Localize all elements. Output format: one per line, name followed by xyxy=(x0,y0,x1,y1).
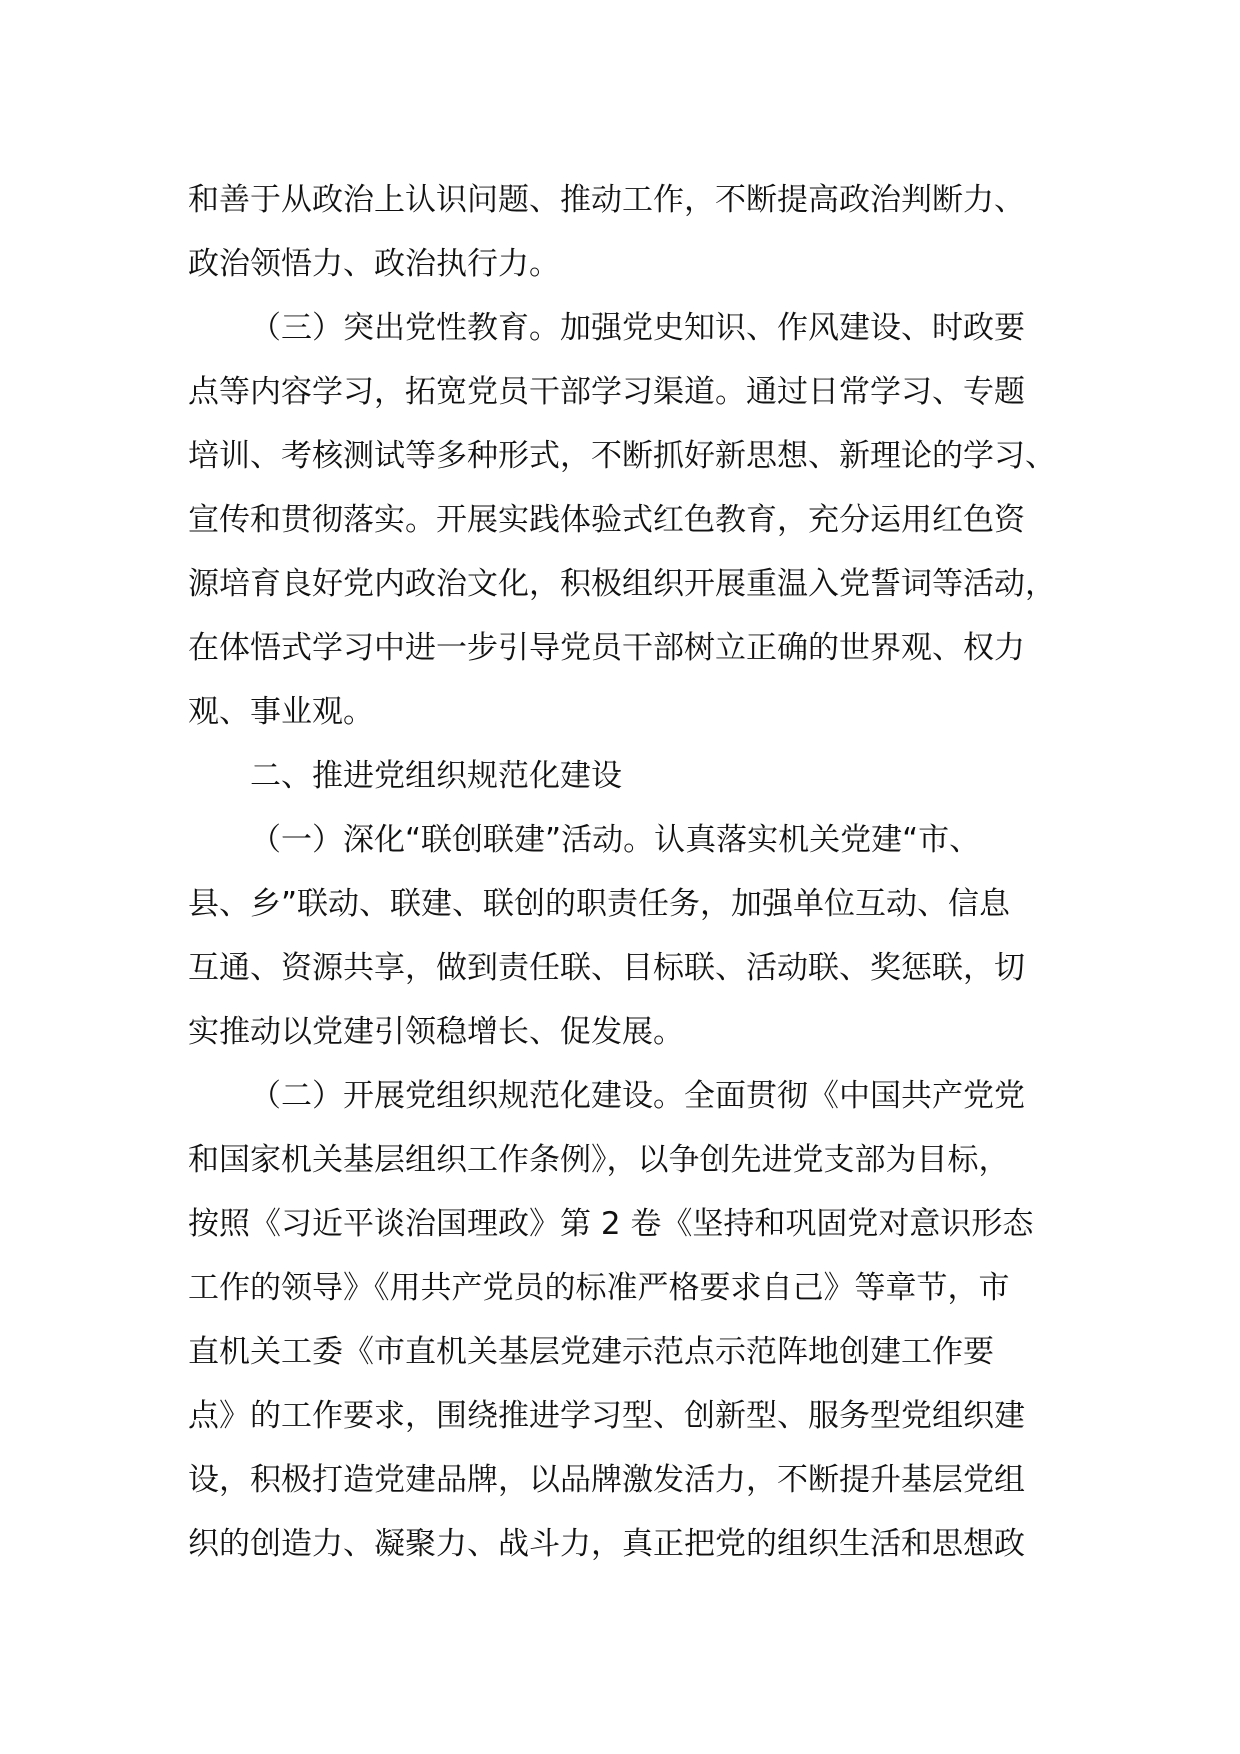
text-line: 点等内容学习，拓宽党员干部学习渠道。通过日常学习、专题 xyxy=(188,374,1025,410)
text-line: 织的创造力、凝聚力、战斗力，真正把党的组织生活和思想政 xyxy=(188,1526,1025,1562)
text-line: 按照《习近平谈治国理政》第 2 卷《坚持和巩固党对意识形态 xyxy=(188,1206,1034,1242)
text-line: 培训、考核测试等多种形式，不断抓好新思想、新理论的学习、 xyxy=(188,438,1056,474)
paragraph-start-line: （三）突出党性教育。加强党史知识、作风建设、时政要 xyxy=(250,310,1025,346)
text-line: 源培育良好党内政治文化，积极组织开展重温入党誓词等活动， xyxy=(188,566,1056,602)
text-line: 宣传和贯彻落实。开展实践体验式红色教育，充分运用红色资 xyxy=(188,502,1025,538)
text-line: 点》的工作要求，围绕推进学习型、创新型、服务型党组织建 xyxy=(188,1398,1025,1434)
text-line: 政治领悟力、政治执行力。 xyxy=(188,246,560,282)
text-line: 观、事业观。 xyxy=(188,694,374,730)
text-line: 工作的领导》《用共产党员的标准严格要求自己》等章节，市 xyxy=(188,1270,1010,1306)
text-line: 互通、资源共享，做到责任联、目标联、活动联、奖惩联，切 xyxy=(188,950,1025,986)
text-line: 县、乡”联动、联建、联创的职责任务，加强单位互动、信息 xyxy=(188,886,1011,922)
section-heading: 二、推进党组织规范化建设 xyxy=(250,758,622,794)
text-line: 和国家机关基层组织工作条例》，以争创先进党支部为目标， xyxy=(188,1142,1010,1178)
paragraph-start-line: （一）深化“联创联建”活动。认真落实机关党建“市、 xyxy=(250,822,981,858)
text-line: 直机关工委《市直机关基层党建示范点示范阵地创建工作要 xyxy=(188,1334,994,1370)
text-line: 和善于从政治上认识问题、推动工作，不断提高政治判断力、 xyxy=(188,182,1025,218)
text-line: 在体悟式学习中进一步引导党员干部树立正确的世界观、权力 xyxy=(188,630,1025,666)
body-text xyxy=(188,168,1088,1576)
paragraph-start-line: （二）开展党组织规范化建设。全面贯彻《中国共产党党 xyxy=(250,1078,1025,1114)
text-line: 实推动以党建引领稳增长、促发展。 xyxy=(188,1014,684,1050)
text-line: 设，积极打造党建品牌，以品牌激发活力，不断提升基层党组 xyxy=(188,1462,1025,1498)
